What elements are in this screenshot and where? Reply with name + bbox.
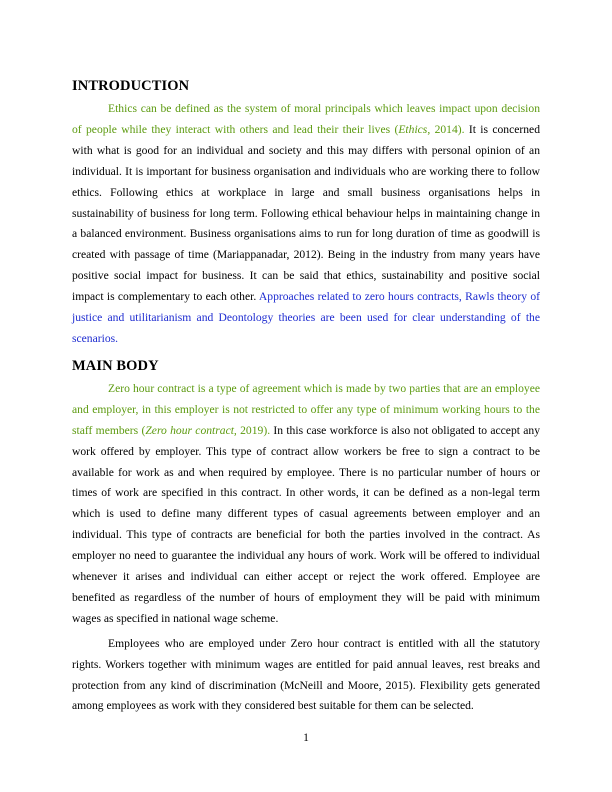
intro-citation-year: , 2014 — [427, 122, 458, 136]
main-citation-close: ). — [263, 423, 271, 437]
intro-citation-title: Ethics — [398, 122, 428, 136]
main-body-paragraph-1 — [72, 379, 540, 630]
section-heading-main-body: MAIN BODY — [72, 357, 159, 374]
main-body-text: In this case workforce is also not obligated to accept any work offered by employer. This type of contract allow workers be free to sign a contract to be available for work as and when required by employee. There is no particular number of hours or times of work are specified in this contract. In other words, it can be defined as a non-legal term which is used to define many different types of casual agreements between employer and an individual. This type of contracts are beneficial for both the parties involved in the contract. As employer no need to guarantee the individual any hours of work. Work will be offered to individual whenever it arises and individual can either accept or reject the work offered. Employee are benefited as regardless of the number of hours of employment they will be paid with minimum wages as specified in national wage scheme. — [72, 423, 541, 625]
page-number: 1 — [303, 731, 309, 744]
intro-green-text: Ethics can be defined as the system of moral principals which leaves impact upon decision of people while they interact with others and lead their their lives ( — [72, 102, 540, 136]
introduction-paragraph — [72, 99, 540, 350]
main-citation — [145, 424, 263, 437]
main-citation-title: Zero hour contract, — [145, 423, 237, 437]
intro-body-text: It is concerned with what is good for an individual and society and this may differs with personal opinion of an individual. It is important for business organisation and individuals who are working there to follow ethics. Following ethics at workplace in large and small business organisations helps in sustainability of business for long term. Following ethical behaviour helps in maintaining change in a balanced environment. Business organisations aims to run for long duration of time as goodwill is created with passage of time (Mariappanadar, 2012). Being in the industry from many years have positive social impact for business. It can be said that ethics, sustainability and positive social impact is complementary to each other. — [72, 122, 540, 304]
intro-approaches-text: Approaches related to zero hours contracts, Rawls theory of justice and utilitarianism and Deontology theories are been used for clear understanding of the scenarios. — [72, 290, 540, 345]
main-body-paragraph-2: Employees who are employed under Zero hour contract is entitled with all the statutory rights. Workers together with minimum wages are entitled for paid annual leaves, rest breaks and protection from any kind of discrimination (McNeill and Moore, 2015). Flexibility gets generated among employees as work with they considered best suitable for them can be selected. — [72, 636, 540, 713]
intro-citation — [398, 123, 457, 136]
page-content — [72, 77, 540, 717]
main-green-text: Zero hour contract is a type of agreement which is made by two parties that are an employee and employer, in this employer is not restricted to offer any type of minimum working hours to the staff members ( — [72, 381, 540, 437]
intro-citation-close: ). — [457, 122, 465, 136]
section-heading-introduction: INTRODUCTION — [72, 78, 190, 94]
main-citation-year: 2019 — [236, 423, 264, 437]
